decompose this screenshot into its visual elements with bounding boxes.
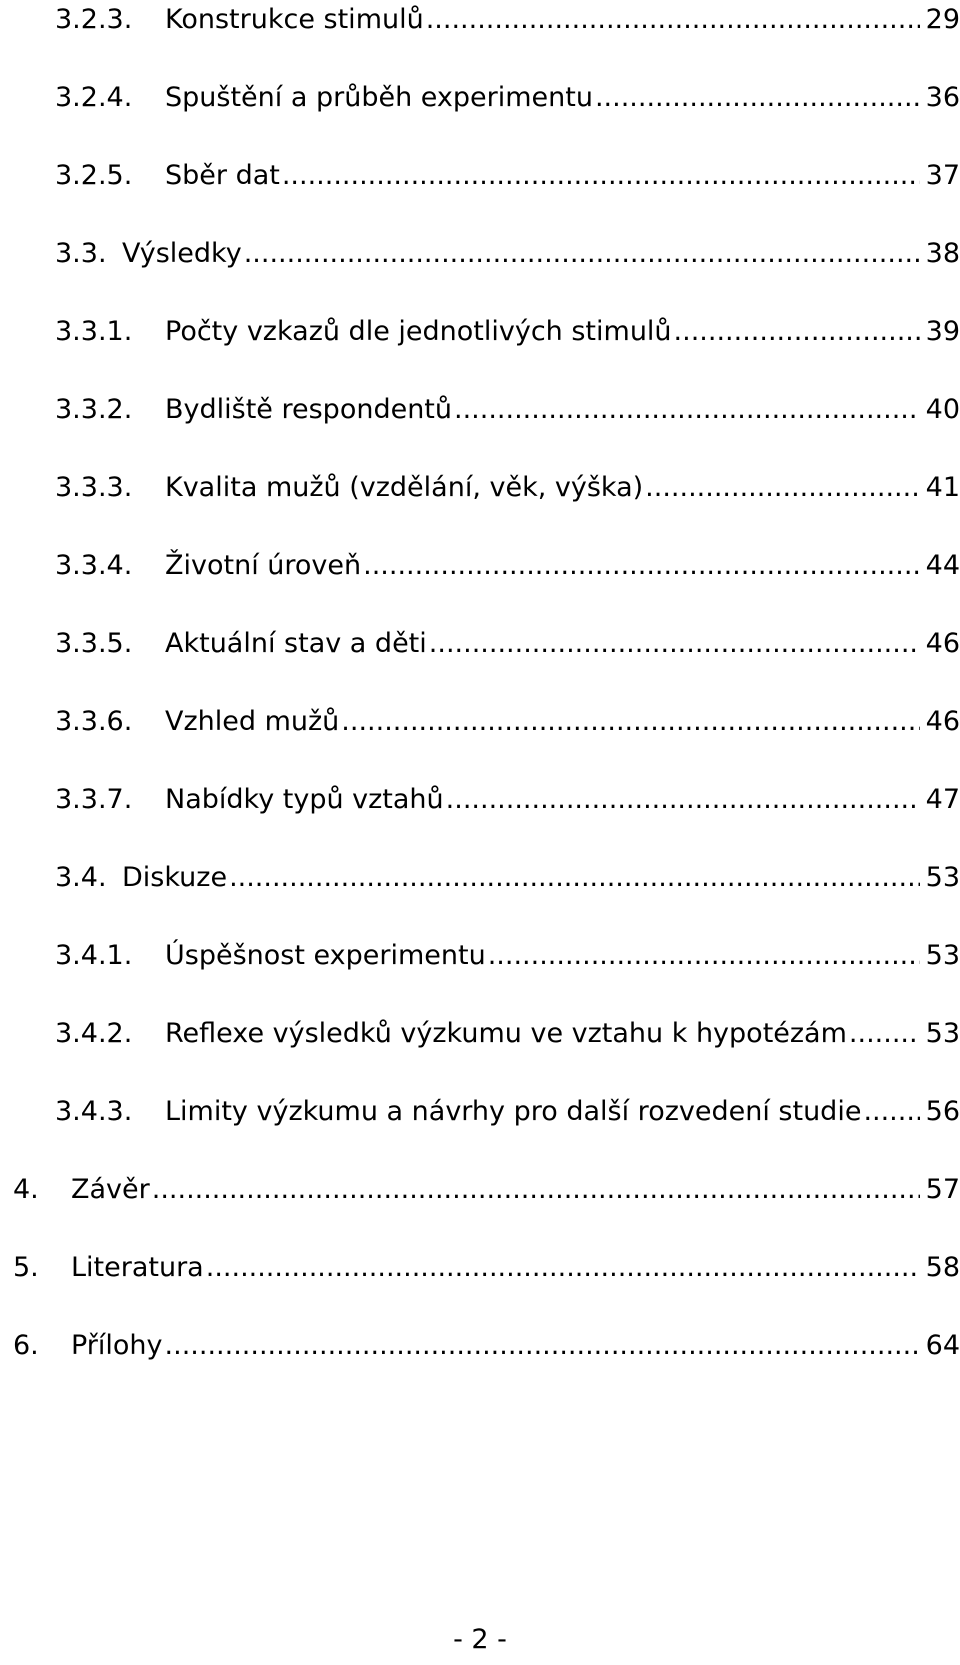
toc-entry-title: Přílohy — [71, 1330, 163, 1361]
toc-entry-4 — [13, 1170, 960, 1210]
toc-entry-title: Nabídky typů vztahů — [165, 784, 444, 815]
toc-entry-title: Limity výzkumu a návrhy pro další rozvedení studie — [165, 1096, 862, 1127]
toc-dot-leader — [229, 858, 920, 898]
toc-entry-number: 3.4.3. — [55, 1096, 133, 1127]
toc-entry-3-2-4 — [55, 78, 960, 118]
toc-entry-page: 41 — [925, 472, 960, 503]
toc-entry-5 — [13, 1248, 960, 1288]
toc-entry-number: 3.3.1. — [55, 316, 133, 347]
toc-entry-title: Kvalita mužů (vzdělání, věk, výška) — [165, 472, 644, 503]
toc-dot-leader — [341, 702, 919, 742]
toc-entry-number: 3.3.7. — [55, 784, 133, 815]
toc-entry-title: Úspěšnost experimentu — [165, 940, 486, 971]
toc-entry-page: 53 — [925, 1018, 960, 1049]
toc-entry-page: 46 — [925, 706, 960, 737]
toc-entry-title: Reflexe výsledků výzkumu ve vztahu k hypotézám — [165, 1018, 847, 1049]
toc-entry-page: 36 — [925, 82, 960, 113]
toc-entry-title: Závěr — [71, 1174, 150, 1205]
toc-entry-number: 3.3. — [55, 238, 107, 269]
toc-dot-leader — [244, 234, 920, 274]
toc-entry-6 — [13, 1326, 960, 1366]
toc-dot-leader — [849, 1014, 920, 1054]
toc-entry-3-4-3 — [55, 1092, 960, 1132]
toc-entry-page: 37 — [925, 160, 960, 191]
toc-entry-page: 47 — [925, 784, 960, 815]
toc-entry-page: 58 — [925, 1252, 960, 1283]
toc-entry-3-4-2 — [55, 1014, 960, 1054]
toc-entry-title: Diskuze — [122, 862, 228, 893]
toc-entry-number: 4. — [13, 1174, 39, 1205]
toc-entry-number: 3.3.5. — [55, 628, 133, 659]
toc-entry-3-2-3 — [55, 0, 960, 40]
toc-entry-title: Vzhled mužů — [165, 706, 340, 737]
toc-dot-leader — [645, 468, 919, 508]
toc-entry-page: 57 — [925, 1174, 960, 1205]
toc-entry-number: 3.3.3. — [55, 472, 133, 503]
page-number: - 2 - — [453, 1624, 507, 1655]
toc-dot-leader — [165, 1326, 920, 1366]
toc-entry-number: 3.3.2. — [55, 394, 133, 425]
toc-entry-title: Životní úroveň — [165, 550, 362, 581]
toc-entry-page: 64 — [925, 1330, 960, 1361]
toc-entry-title: Spuštění a průběh experimentu — [165, 82, 593, 113]
toc-entry-number: 3.2.4. — [55, 82, 133, 113]
toc-entry-page: 56 — [925, 1096, 960, 1127]
toc-entry-3-4-1 — [55, 936, 960, 976]
toc-dot-leader — [282, 156, 920, 196]
toc-entry-number: 3.4.2. — [55, 1018, 133, 1049]
toc-entry-title: Literatura — [71, 1252, 204, 1283]
toc-entry-3-3-5 — [55, 624, 960, 664]
toc-dot-leader — [454, 390, 920, 430]
toc-dot-leader — [206, 1248, 920, 1288]
toc-entry-3-4 — [55, 858, 960, 898]
toc-entry-page: 44 — [925, 550, 960, 581]
toc-entry-3-3-4 — [55, 546, 960, 586]
toc-entry-number: 3.2.3. — [55, 4, 133, 35]
toc-entry-3-3-6 — [55, 702, 960, 742]
toc-entry-3-3-2 — [55, 390, 960, 430]
toc-entry-page: 53 — [925, 862, 960, 893]
toc-entry-page: 38 — [925, 238, 960, 269]
toc-entry-number: 3.4. — [55, 862, 107, 893]
toc-entry-page: 53 — [925, 940, 960, 971]
toc-entry-3-2-5 — [55, 156, 960, 196]
toc-entry-number: 5. — [13, 1252, 39, 1283]
toc-entry-title: Bydliště respondentů — [165, 394, 453, 425]
toc-entry-page: 39 — [925, 316, 960, 347]
toc-dot-leader — [446, 780, 920, 820]
toc-entry-3-3 — [55, 234, 960, 274]
toc-entry-number: 6. — [13, 1330, 39, 1361]
toc-dot-leader — [429, 624, 920, 664]
toc-dot-leader — [595, 78, 920, 118]
toc-entry-page: 29 — [925, 4, 960, 35]
toc-entry-3-3-1 — [55, 312, 960, 352]
toc-entry-3-3-7 — [55, 780, 960, 820]
toc-entry-title: Výsledky — [122, 238, 242, 269]
toc-entry-3-3-3 — [55, 468, 960, 508]
toc-entry-title: Konstrukce stimulů — [165, 4, 424, 35]
toc-entry-title: Sběr dat — [165, 160, 280, 191]
toc-dot-leader — [152, 1170, 920, 1210]
toc-entry-number: 3.4.1. — [55, 940, 133, 971]
toc-dot-leader — [488, 936, 920, 976]
toc-entry-title: Počty vzkazů dle jednotlivých stimulů — [165, 316, 672, 347]
toc-entry-page: 46 — [925, 628, 960, 659]
toc-dot-leader — [426, 0, 920, 40]
toc-dot-leader — [863, 1092, 919, 1132]
toc-dot-leader — [363, 546, 920, 586]
toc-entry-number: 3.3.6. — [55, 706, 133, 737]
toc-dot-leader — [674, 312, 920, 352]
toc-entry-title: Aktuální stav a děti — [165, 628, 427, 659]
toc-entry-page: 40 — [925, 394, 960, 425]
toc-entry-number: 3.3.4. — [55, 550, 133, 581]
toc-entry-number: 3.2.5. — [55, 160, 133, 191]
